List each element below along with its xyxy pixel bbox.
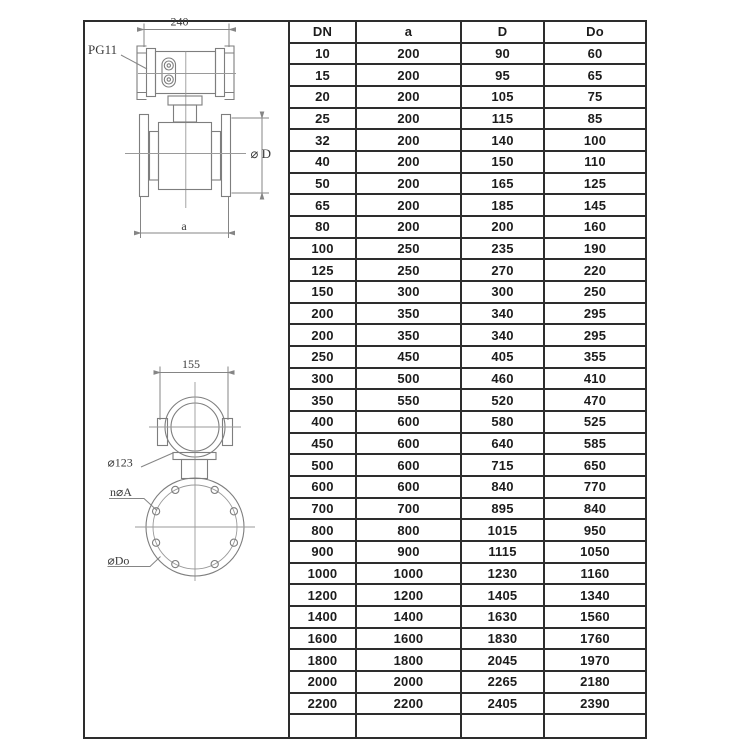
table-header-cell: Do — [545, 22, 645, 44]
table-cell: 640 — [462, 434, 545, 456]
table-cell: 250 — [545, 282, 645, 304]
table-cell: 2045 — [462, 650, 545, 672]
left-flange — [140, 115, 149, 197]
table-cell: 600 — [357, 477, 462, 499]
pg11-leader-line — [121, 55, 147, 69]
table-cell: 410 — [545, 369, 645, 391]
table-cell — [357, 715, 462, 737]
table-cell: 90 — [462, 44, 545, 66]
table-cell: 295 — [545, 304, 645, 326]
dim-D-label: ⌀ D — [250, 146, 271, 161]
table-cell: 1050 — [545, 542, 645, 564]
table-cell: 600 — [357, 455, 462, 477]
table-cell: 340 — [462, 304, 545, 326]
table-cell: 200 — [357, 130, 462, 152]
right-flange — [222, 115, 231, 197]
table-cell: 115 — [462, 109, 545, 131]
table-cell: 1800 — [357, 650, 462, 672]
table-cell: 150 — [462, 152, 545, 174]
table-cell: 700 — [290, 499, 357, 521]
table-cell: 20 — [290, 87, 357, 109]
converter-left-tab — [158, 419, 168, 446]
table-cell: 1405 — [462, 585, 545, 607]
table-cell: 200 — [357, 195, 462, 217]
table-cell: 200 — [357, 174, 462, 196]
table-cell: 200 — [357, 44, 462, 66]
table-cell: 500 — [290, 455, 357, 477]
table-cell: 770 — [545, 477, 645, 499]
converter-dia-label: ⌀123 — [107, 455, 133, 470]
front-neck — [182, 460, 208, 479]
table-cell: 75 — [545, 87, 645, 109]
table-cell: 235 — [462, 239, 545, 261]
table-cell: 950 — [545, 520, 645, 542]
table-cell: 450 — [290, 434, 357, 456]
table-cell: 85 — [545, 109, 645, 131]
housing-right-cap — [216, 49, 225, 97]
flowmeter-side-view — [88, 15, 271, 239]
table-cell: 300 — [462, 282, 545, 304]
dim-a-label: a — [181, 219, 187, 233]
table-cell: 100 — [545, 130, 645, 152]
table-cell: 2000 — [290, 672, 357, 694]
converter-right-tab — [223, 419, 233, 446]
table-cell: 300 — [357, 282, 462, 304]
table-cell: 1600 — [357, 629, 462, 651]
flange-dia-label: ⌀Do — [107, 553, 130, 568]
table-cell: 40 — [290, 152, 357, 174]
table-cell: 900 — [357, 542, 462, 564]
table-cell: 525 — [545, 412, 645, 434]
flowmeter-drawings — [83, 12, 288, 739]
table-cell: 65 — [545, 65, 645, 87]
table-cell: 585 — [545, 434, 645, 456]
table-cell: 2405 — [462, 694, 545, 716]
terminal-screw — [164, 75, 173, 84]
table-cell: 2390 — [545, 694, 645, 716]
table-cell: 400 — [290, 412, 357, 434]
table-cell: 355 — [545, 347, 645, 369]
table-cell: 2200 — [290, 694, 357, 716]
table-cell: 350 — [290, 390, 357, 412]
table-cell: 295 — [545, 325, 645, 347]
table-cell: 125 — [545, 174, 645, 196]
table-header-cell: D — [462, 22, 545, 44]
table-cell: 600 — [357, 434, 462, 456]
table-cell: 1200 — [357, 585, 462, 607]
table-cell: 1000 — [357, 564, 462, 586]
table-cell: 150 — [290, 282, 357, 304]
table-cell: 800 — [290, 520, 357, 542]
terminal-plate — [162, 58, 176, 87]
table-cell: 800 — [357, 520, 462, 542]
table-cell: 160 — [545, 217, 645, 239]
table-cell: 460 — [462, 369, 545, 391]
left-pipe — [150, 132, 159, 181]
table-cell: 1400 — [290, 607, 357, 629]
table-cell: 600 — [290, 477, 357, 499]
table-cell: 520 — [462, 390, 545, 412]
table-cell: 95 — [462, 65, 545, 87]
flowmeter-front-view — [108, 357, 256, 581]
table-cell: 15 — [290, 65, 357, 87]
table-cell: 1400 — [357, 607, 462, 629]
table-cell: 2000 — [357, 672, 462, 694]
table-cell: 650 — [545, 455, 645, 477]
table-cell: 1970 — [545, 650, 645, 672]
right-pipe — [212, 132, 221, 181]
pg11-label: PG11 — [88, 42, 118, 57]
table-cell: 1115 — [462, 542, 545, 564]
table-cell: 600 — [357, 412, 462, 434]
table-cell: 350 — [357, 325, 462, 347]
table-cell: 200 — [357, 217, 462, 239]
table-cell: 450 — [357, 347, 462, 369]
table-cell: 25 — [290, 109, 357, 131]
converter-dia-leader — [141, 453, 174, 468]
table-cell: 2180 — [545, 672, 645, 694]
table-cell: 270 — [462, 260, 545, 282]
table-cell: 200 — [357, 87, 462, 109]
table-cell: 700 — [357, 499, 462, 521]
table-cell: 250 — [357, 239, 462, 261]
table-cell: 200 — [462, 217, 545, 239]
table-cell: 550 — [357, 390, 462, 412]
table-cell: 50 — [290, 174, 357, 196]
flowtube-body — [159, 123, 212, 190]
table-cell: 1830 — [462, 629, 545, 651]
table-cell: 190 — [545, 239, 645, 261]
table-cell: 1760 — [545, 629, 645, 651]
table-cell: 1230 — [462, 564, 545, 586]
table-cell: 200 — [357, 152, 462, 174]
housing-left-bracket — [137, 46, 147, 100]
table-cell: 350 — [357, 304, 462, 326]
table-cell: 300 — [290, 369, 357, 391]
table-cell: 60 — [545, 44, 645, 66]
table-cell: 110 — [545, 152, 645, 174]
table-cell: 145 — [545, 195, 645, 217]
table-cell: 80 — [290, 217, 357, 239]
table-cell: 65 — [290, 195, 357, 217]
table-cell: 250 — [357, 260, 462, 282]
table-header-cell: a — [357, 22, 462, 44]
table-cell: 125 — [290, 260, 357, 282]
table-cell: 185 — [462, 195, 545, 217]
table-header-cell: DN — [290, 22, 357, 44]
neck — [174, 105, 197, 122]
table-cell: 1200 — [290, 585, 357, 607]
dim-240-label: 240 — [170, 14, 189, 29]
table-cell: 200 — [357, 109, 462, 131]
table-cell: 580 — [462, 412, 545, 434]
table-cell: 165 — [462, 174, 545, 196]
table-cell: 405 — [462, 347, 545, 369]
table-cell: 1015 — [462, 520, 545, 542]
table-cell: 200 — [290, 304, 357, 326]
table-cell: 715 — [462, 455, 545, 477]
table-cell: 140 — [462, 130, 545, 152]
table-cell: 1000 — [290, 564, 357, 586]
table-cell: 840 — [462, 477, 545, 499]
table-cell: 840 — [545, 499, 645, 521]
table-cell: 1340 — [545, 585, 645, 607]
terminal-screw — [164, 61, 173, 70]
table-cell: 200 — [357, 65, 462, 87]
neck-flange — [168, 96, 202, 105]
table-cell: 1600 — [290, 629, 357, 651]
housing-left-cap — [147, 49, 156, 97]
table-cell: 100 — [290, 239, 357, 261]
bolt-hole-label: n⌀A — [110, 485, 132, 499]
table-cell: 895 — [462, 499, 545, 521]
table-cell — [462, 715, 545, 737]
dim-155-label: 155 — [182, 357, 200, 371]
housing-right-bracket — [225, 46, 235, 100]
table-cell: 500 — [357, 369, 462, 391]
table-cell: 1560 — [545, 607, 645, 629]
table-cell: 2265 — [462, 672, 545, 694]
table-cell: 2200 — [357, 694, 462, 716]
table-cell: 1160 — [545, 564, 645, 586]
table-cell: 220 — [545, 260, 645, 282]
table-cell: 340 — [462, 325, 545, 347]
table-cell: 32 — [290, 130, 357, 152]
dimension-table — [288, 22, 645, 737]
table-cell: 200 — [290, 325, 357, 347]
table-cell: 900 — [290, 542, 357, 564]
table-cell: 10 — [290, 44, 357, 66]
table-cell: 250 — [290, 347, 357, 369]
table-cell — [290, 715, 357, 737]
table-cell — [545, 715, 645, 737]
table-cell: 1630 — [462, 607, 545, 629]
table-cell: 470 — [545, 390, 645, 412]
table-cell: 1800 — [290, 650, 357, 672]
table-cell: 105 — [462, 87, 545, 109]
